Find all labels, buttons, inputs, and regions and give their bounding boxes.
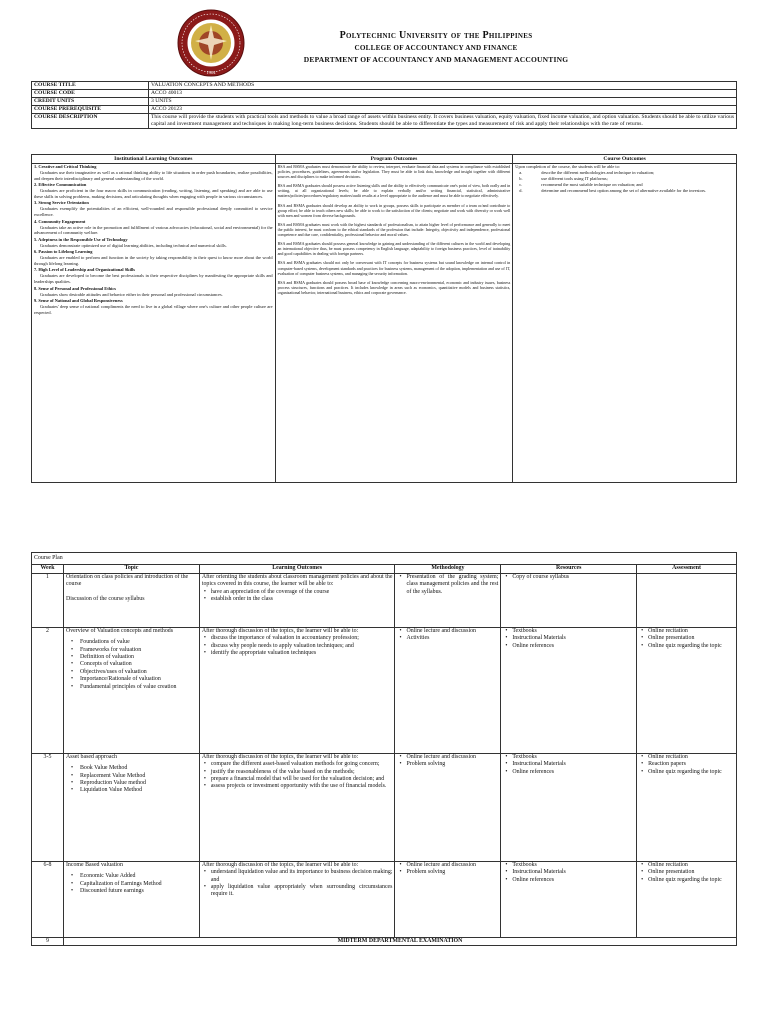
plan-resource-item: • Textbooks — [512, 628, 634, 635]
plan-lo-intro: After thorough discussion of the topics, the learner will be able to: — [201, 861, 359, 868]
plan-lo-intro: After thorough discussion of the topics, the learner will be able to: — [201, 627, 359, 634]
learning-outcomes-header: Learning Outcomes — [199, 565, 395, 573]
plan-lo-item-list — [202, 589, 393, 604]
plan-row — [32, 753, 737, 861]
plan-method-item-list — [397, 574, 498, 596]
course-info-label: COURSE PREREQUISITE — [32, 106, 149, 114]
course-outcome-letter: c. — [519, 181, 523, 187]
ilo-title: 3. Strong Service Orientation — [34, 200, 89, 206]
program-outcome: BSA and BSMA graduates should not only be conversant with IT concepts for business systems but sound knowledge on internal control in computer-based systems, development standards and practices for business systems, management of the adoption, implementation and use of IT, evaluation of computer business systems, and managing the security information. — [277, 260, 511, 276]
plan-topic-item-list — [66, 639, 197, 691]
plan-learning-outcomes — [199, 573, 395, 627]
plan-assessment-item: • Online recitation — [648, 628, 734, 635]
plan-lo-item-list — [202, 761, 393, 791]
plan-assessment-item: • Online recitation — [648, 754, 734, 761]
plan-week: 3-5 — [32, 753, 64, 861]
plan-row — [32, 861, 737, 937]
ilo-title: 4. Community Engagement — [34, 218, 86, 224]
plan-method-item-list — [397, 862, 498, 877]
course-outcome-text: use different tools using IT platforms; — [541, 175, 608, 181]
plan-week: 2 — [32, 627, 64, 753]
document-header — [0, 0, 768, 80]
plan-topic-item: • Frameworks for valuation — [80, 647, 197, 654]
po-header: Program Outcomes — [275, 155, 513, 164]
po-cell — [275, 164, 513, 483]
course-info-value: 3 UNITS — [149, 98, 737, 106]
plan-assessment-item-list — [639, 754, 734, 776]
plan-topic-item: • Foundations of value — [80, 639, 197, 646]
plan-week: 1 — [32, 573, 64, 627]
course-info-value: ACCO 40013 — [149, 90, 737, 98]
plan-lo-item: • compare the different asset-based valuation methods for going concern; — [211, 761, 393, 768]
plan-topic-item: • Discounted future earnings — [80, 888, 197, 895]
plan-topic-item: • Objectives/uses of valuation — [80, 669, 197, 676]
plan-methodology — [395, 627, 501, 753]
college-name: COLLEGE OF ACCOUNTANCY AND FINANCE — [354, 44, 518, 52]
ilo-cell — [32, 164, 276, 483]
plan-topic-item: • Definition of valuation — [80, 654, 197, 661]
plan-method-item: • Online lecture and discussion — [406, 754, 498, 761]
plan-resource-item: • Online references — [512, 877, 634, 884]
course-info-value: VALUATION CONCEPTS AND METHODS — [149, 82, 737, 90]
program-outcome: BSA and BSMA graduates must demonstrate the ability to review, interpret, evaluate financial data and systems in compliance with established policies, procedures, guidelines, agreements and/or legislation. They must be able to link data, knowledge and insight together with different sources and disciplines to make informed decisions. — [277, 164, 511, 180]
ilo-description: Graduates are enabled to perform and function in the society by taking responsibility in their quest to know more about the world through lifelong learning. — [34, 255, 273, 266]
plan-lo-intro: After orienting the students about classroom management policies and about the topics covered in this course, the learner will be able to: — [201, 573, 393, 588]
plan-resources — [501, 861, 637, 937]
plan-methodology — [395, 753, 501, 861]
program-outcome: BSA and BSMA graduates should possess broad base of knowledge concerning macro-environmental, economic and industry issues, business process structures, functions and practices. It includes knowledge in areas such as economics, quantitative models and business statistics, organizational behavior, international business, ethics and corporate governance. — [277, 279, 511, 295]
plan-topic-line: Income Based valuation — [65, 861, 123, 868]
assessment-header: Assessment — [637, 565, 737, 573]
plan-method-item: • Activities — [406, 635, 498, 642]
course-info-label: CREDIT UNITS — [32, 98, 149, 106]
plan-method-item: • Problem solving — [406, 869, 498, 876]
midterm-label: MIDTERM DEPARTMENTAL EXAMINATION — [63, 937, 736, 945]
plan-lo-item-list — [202, 869, 393, 899]
plan-week: 6-8 — [32, 861, 64, 937]
course-outcome-item — [515, 188, 734, 194]
plan-topic-item: • Book Value Method — [80, 765, 197, 772]
plan-resource-item: • Online references — [512, 643, 634, 650]
ilo-description: Graduates' deep sense of national compliments the need to live in a global village where one's culture and other people culture are respected. — [34, 303, 273, 315]
plan-learning-outcomes — [199, 861, 395, 937]
ilo-title: 9. Sense of National and Global Responsiveness — [34, 297, 123, 303]
course-outcome-letter: d. — [519, 187, 523, 193]
midterm-row — [32, 937, 737, 945]
plan-assessment-item: • Reaction papers — [648, 761, 734, 768]
ilo-description: Graduates use their imaginative as well as a rational thinking ability to life situations in order push boundaries, realize possibilities, and deepen their interdisciplinary and general understanding of the world. — [34, 169, 273, 181]
ilo-description: Graduates take an active role in the promotion and fulfillment of various advocacies (educational, social and environmental) for the advancement of community welfare. — [34, 224, 273, 236]
plan-resources — [501, 627, 637, 753]
plan-topic — [63, 627, 199, 753]
course-outcome-text: recommend the most suitable technique on valuation; and — [541, 181, 643, 187]
co-cell — [513, 164, 737, 483]
plan-method-item-list — [397, 628, 498, 643]
plan-assessment — [637, 753, 737, 861]
ilo-description: Graduates exemplify the potentialities of an efficient, well-rounded and responsible professional deeply committed to service excellence. — [34, 206, 273, 218]
ilo-title: 6. Passion to Lifelong Learning — [34, 249, 93, 255]
course-info-label: COURSE CODE — [32, 90, 149, 98]
plan-learning-outcomes — [199, 753, 395, 861]
week-header: Week — [32, 565, 64, 573]
plan-method-item: • Problem solving — [406, 761, 498, 768]
plan-resource-item-list — [503, 628, 634, 650]
course-outcome-letter: b. — [519, 175, 523, 181]
plan-topic-line: Orientation on class policies and introduction of the course — [65, 573, 189, 588]
plan-resources — [501, 753, 637, 861]
plan-resource-item-list — [503, 862, 634, 884]
plan-resource-item: • Instructional Materials — [512, 635, 634, 642]
plan-topic-line: Discussion of the course syllabus — [65, 595, 145, 602]
plan-topic-item-list — [66, 765, 197, 795]
plan-lo-item: • apply liquidation value appropriately when surrounding circumstances require it. — [211, 884, 393, 899]
department-name: DEPARTMENT OF ACCOUNTANCY AND MANAGEMENT ACCOUNTING — [303, 55, 569, 64]
seal-year: 1904 — [206, 70, 216, 75]
ilo-title: 2. Effective Communication — [34, 182, 87, 188]
plan-assessment — [637, 627, 737, 753]
course-info-label: COURSE TITLE — [32, 82, 149, 90]
course-info-table — [31, 81, 737, 129]
ilo-description: Graduates are developed to become the best professionals in their respective disciplines by manifesting the appropriate skills and leaderships qualities. — [34, 273, 273, 285]
course-info-label: COURSE DESCRIPTION — [32, 114, 149, 129]
plan-topic-line: Asset based approach — [65, 753, 118, 760]
plan-lo-intro: After thorough discussion of the topics, the learner will be able to: — [201, 753, 359, 760]
program-outcome: BSA and BSMA graduates should possess general knowledge in gaining and understanding of the different cultures in the world and developing an international objective thus, be must possess competency in English language, adaptability to foreign business practices, level of trainability and good capabilities in dealing with foreign partners. — [277, 241, 511, 257]
ilo-header: Institutional Learning Outcomes — [32, 155, 276, 164]
midterm-week: 9 — [32, 937, 64, 945]
ilo-title: 7. High Level of Leadership and Organizational Skills — [34, 267, 135, 273]
plan-assessment-item: • Online quiz regarding the topic — [648, 769, 734, 776]
plan-topic-item: • Liquidation Value Method — [80, 787, 197, 794]
plan-method-item: • Presentation of the grading system; class management policies and the rest of the syllabus. — [406, 574, 498, 596]
plan-lo-item: • understand liquidation value and its importance to business decision making; and — [211, 869, 393, 884]
plan-topic — [63, 753, 199, 861]
plan-assessment-item: • Online quiz regarding the topic — [648, 643, 734, 650]
resources-header: Resources — [501, 565, 637, 573]
plan-topic — [63, 861, 199, 937]
course-info-row — [32, 82, 737, 90]
plan-assessment-item: • Online presentation — [648, 869, 734, 876]
topic-header: Topic — [63, 565, 199, 573]
plan-lo-item: • assess projects or investment opportunity with the use of financial models. — [211, 783, 393, 790]
course-plan-table — [31, 552, 737, 946]
plan-assessment-item-list — [639, 628, 734, 650]
plan-lo-item: • identify the appropriate valuation techniques — [211, 650, 393, 657]
plan-assessment-item-list — [639, 862, 734, 884]
course-outcome-intro: Upon completion of the course, the students will be able to: — [515, 164, 621, 169]
course-outcome-text: describe the different methodologies and technique in valuation; — [541, 169, 655, 175]
plan-resource-item: • Instructional Materials — [512, 869, 634, 876]
plan-lo-item: • justify the reasonableness of the value based on the methods; — [211, 769, 393, 776]
plan-topic-item: • Replacement Value Method — [80, 773, 197, 780]
plan-methodology — [395, 573, 501, 627]
plan-lo-item: • establish order in the class — [211, 596, 393, 603]
course-info-value: ACCO 20123 — [149, 106, 737, 114]
plan-assessment — [637, 573, 737, 627]
plan-lo-item: • discuss the importance of valuation in accountancy profession; — [211, 635, 393, 642]
course-outcome-letter: a. — [519, 169, 523, 175]
plan-resource-item: • Instructional Materials — [512, 761, 634, 768]
course-info-row — [32, 106, 737, 114]
plan-resource-item: • Copy of course syllabus — [512, 574, 634, 581]
plan-assessment-item: • Online quiz regarding the topic — [648, 877, 734, 884]
ilo-description: Graduates demonstrate optimized use of digital learning abilities, including technical and numerical skills. — [40, 242, 227, 248]
ilo-title: 5. Adeptness in the Responsible Use of Technology — [34, 236, 128, 242]
plan-topic-item: • Importance/Rationale of valuation — [80, 676, 197, 683]
plan-methodology — [395, 861, 501, 937]
course-info-row — [32, 114, 737, 129]
plan-row — [32, 627, 737, 753]
ilo-description: Graduates show desirable attitudes and behavior either in their personal and professional circumstances. — [40, 291, 223, 297]
course-outcome-text: determine and recommend best option among the set of alternative available for the investors. — [541, 187, 707, 193]
plan-learning-outcomes — [199, 627, 395, 753]
plan-lo-item: • discuss why people needs to apply valuation techniques; and — [211, 643, 393, 650]
course-info-value: This course will provide the students with practical tools and methods to value a broad range of assets within business entity. It covers business valuation, equity valuation, fixed income valuation, and option valuation. Students should be able to utilize various capital and investment management and techniques in making long-term business decisions. Students should be able to differentiate the types and measurement of risk and apply their relationships with the rate of returns. — [149, 114, 737, 129]
plan-topic-line: Overview of Valuation concepts and methods — [65, 627, 174, 634]
plan-method-item: • Online lecture and discussion — [406, 862, 498, 869]
plan-topic — [63, 573, 199, 627]
plan-resource-item-list — [503, 754, 634, 776]
plan-row — [32, 573, 737, 627]
plan-topic-item: • Fundamental principles of value creation — [80, 684, 197, 691]
co-header: Course Outcomes — [513, 155, 737, 164]
plan-resource-item: • Textbooks — [512, 754, 634, 761]
plan-topic-item: • Capitalization of Earnings Method — [80, 881, 197, 888]
plan-topic-item: • Reproduction Value method — [80, 780, 197, 787]
outcomes-table — [31, 154, 737, 483]
plan-method-item: • Online lecture and discussion — [406, 628, 498, 635]
program-outcome: BSA and BSMA graduates should develop an ability to work in groups, possess skills to participate as member of a team or/and contribute to group effort; be able to teach others new skills; be able to work to the satisfaction of the clients; negotiate and work with diversity or work well with men and women from diverse backgrounds. — [277, 202, 511, 218]
plan-topic-item-list — [66, 873, 197, 895]
plan-lo-item: • have an appreciation of the coverage of the course — [211, 589, 393, 596]
plan-method-item-list — [397, 754, 498, 769]
plan-assessment-item: • Online presentation — [648, 635, 734, 642]
plan-assessment-item: • Online recitation — [648, 862, 734, 869]
plan-topic-item: • Economic Value Added — [80, 873, 197, 880]
plan-resources — [501, 573, 637, 627]
ilo-title: 1. Creative and Critical Thinking — [34, 164, 97, 169]
plan-resource-item: • Online references — [512, 769, 634, 776]
university-seal-icon — [176, 8, 246, 78]
university-name: Polytechnic University of the Philippines — [339, 30, 533, 41]
methodology-header: Methodology — [395, 565, 501, 573]
course-plan-title: Course Plan — [32, 553, 737, 565]
plan-assessment — [637, 861, 737, 937]
course-info-row — [32, 90, 737, 98]
plan-lo-item-list — [202, 635, 393, 657]
ilo-title: 8. Sense of Personal and Professional Ethics — [34, 285, 117, 291]
program-outcome: BSA and BSMA graduates should possess active listening skills and the ability to effectively communicate one's point of view, both orally and in writing, at all organizational levels; be able to explain verbally and/or writing financial, statistical, administrative matters/policies/procedures/regulatory matters/audit results at a level appropriate to the audience and must be able to negotiate effectively. — [277, 183, 511, 199]
plan-resource-item: • Textbooks — [512, 862, 634, 869]
plan-lo-item: • prepare a financial model that will be used for the valuation decision; and — [211, 776, 393, 783]
plan-resource-item-list — [503, 574, 634, 581]
ilo-description: Graduates are proficient in the four macro skills in communication (reading, writing, listening, and speaking) and are able to use these skills in solving problems, making decisions, and articulating thoughts when engaging with people in various circumstances. — [34, 188, 273, 200]
course-info-row — [32, 98, 737, 106]
plan-topic-item: • Concepts of valuation — [80, 661, 197, 668]
program-outcome: BSA and BSMA graduates must work with the highest standards of professionalism, to attain higher level of performance and generally to meet the public interest, be must conform to the ethical standards of the profession that include: Integrity, objectivity and independence, professional competence and due care, confidentiality, professional behavior and moral values. — [277, 221, 511, 238]
